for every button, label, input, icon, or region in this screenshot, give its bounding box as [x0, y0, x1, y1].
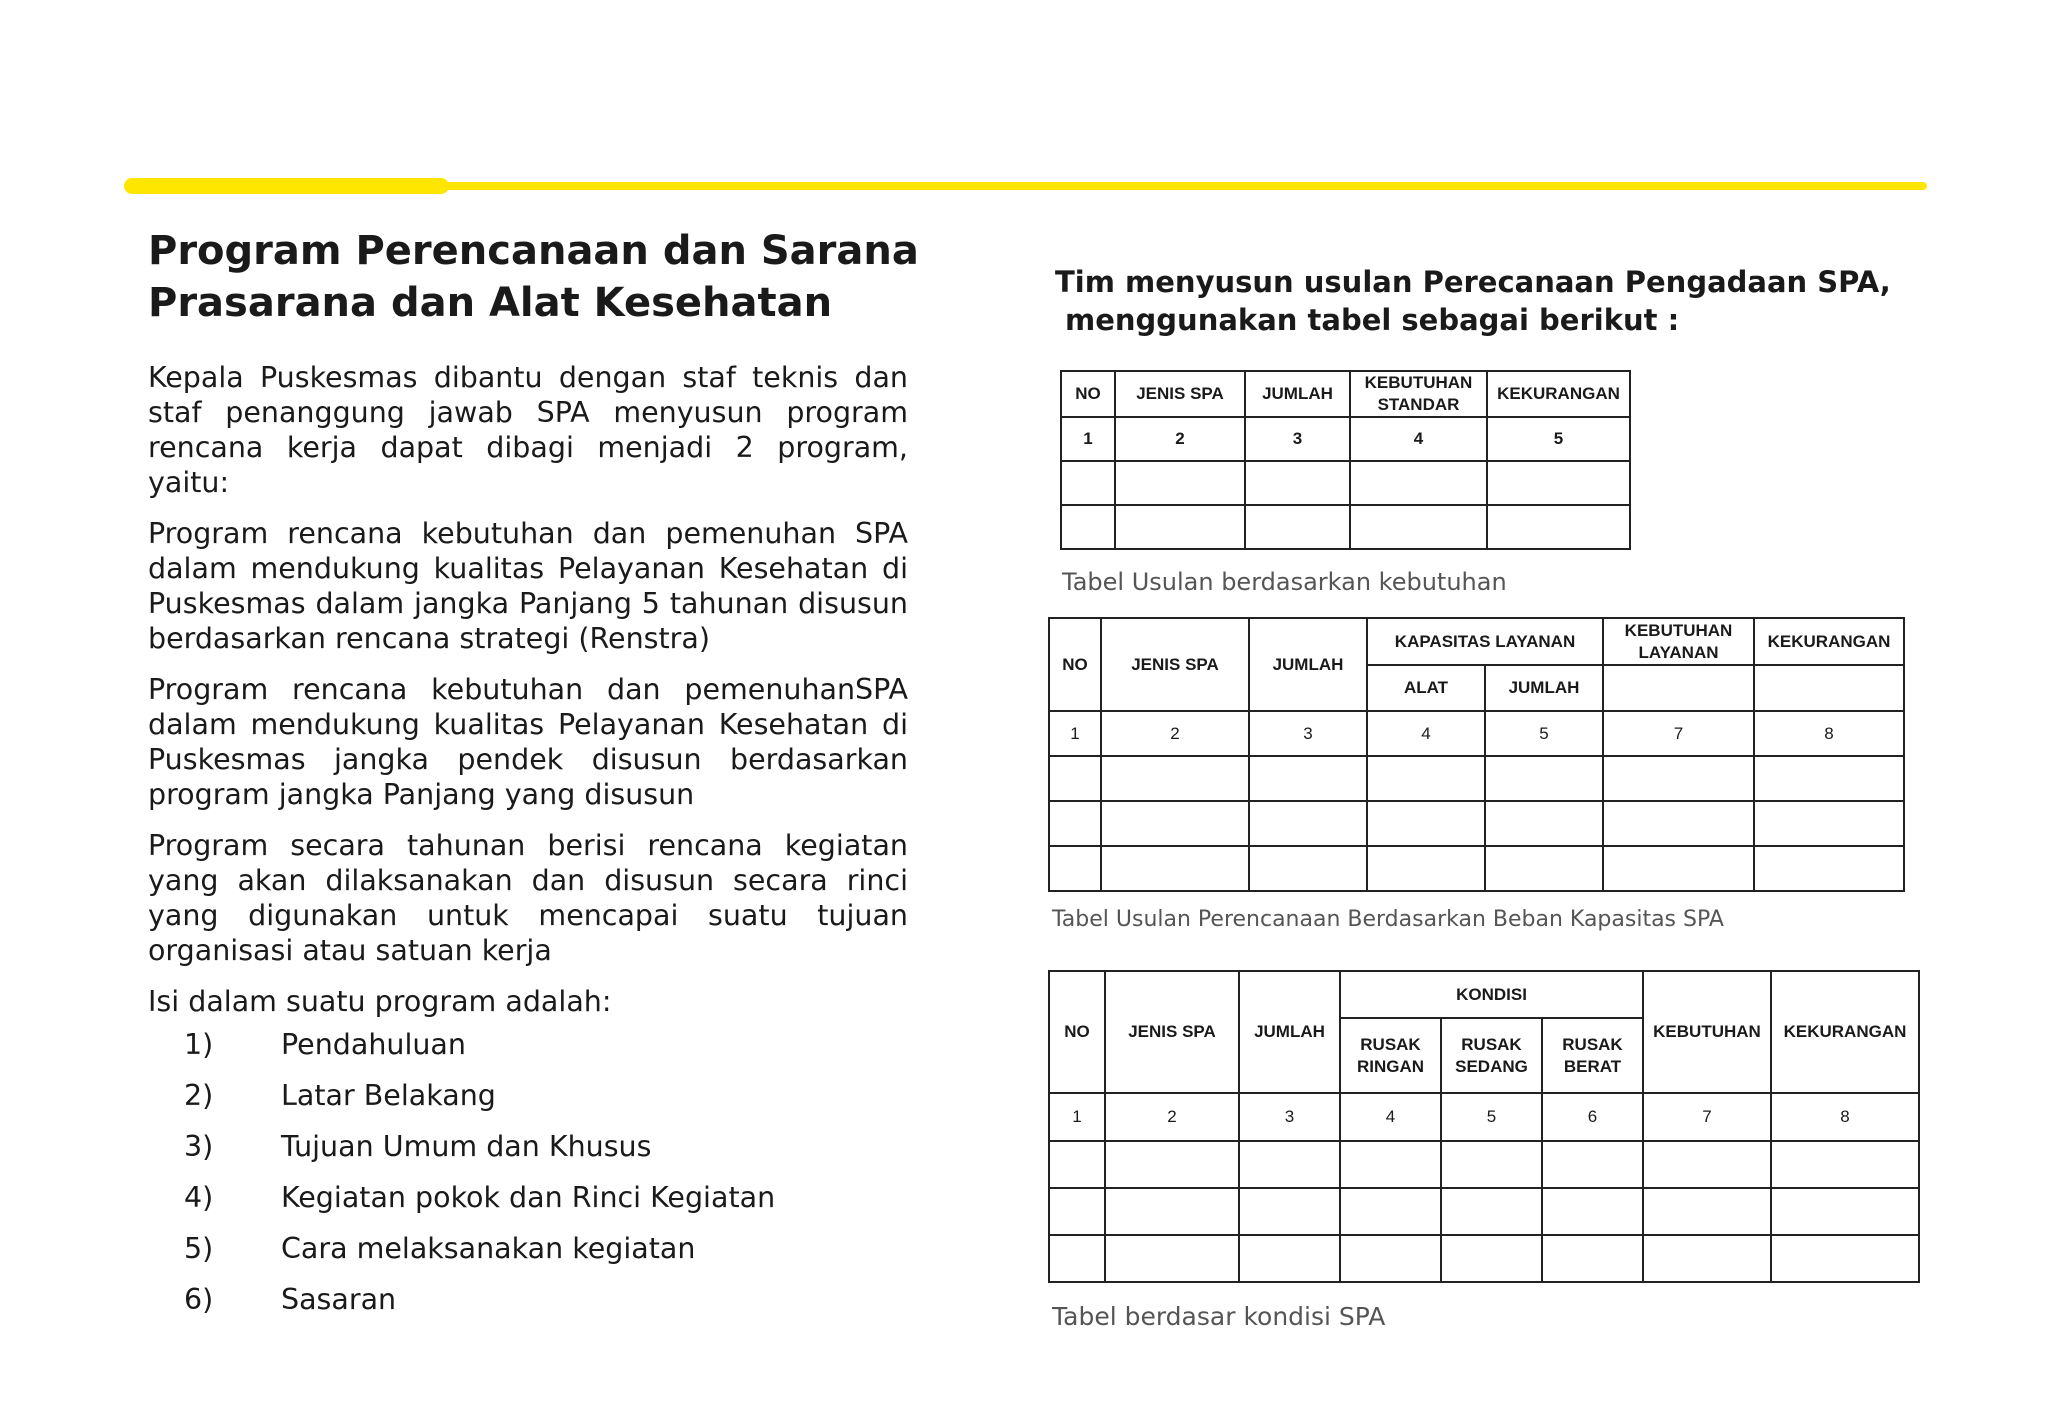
header-kebutuhan-standar: KEBUTUHAN STANDAR	[1350, 371, 1487, 417]
header-jumlah: JUMLAH	[1239, 971, 1340, 1093]
table-cell	[1049, 1235, 1105, 1282]
table-row	[1049, 756, 1904, 801]
table-cell	[1603, 801, 1754, 846]
table-cell	[1245, 505, 1350, 549]
table-header-row	[1061, 371, 1630, 417]
subheader-jumlah: JUMLAH	[1485, 665, 1603, 711]
table-row	[1049, 1235, 1919, 1282]
table-cell	[1603, 665, 1754, 711]
paragraph-short-term: Program rencana kebutuhan dan pemenuhanSPA dalam mendukung kualitas Pelayanan Kesehatan di Puskesmas jangka pendek disusun berdasarkan program jangka Panjang yang disusun	[148, 673, 908, 811]
paragraph-annual: Program secara tahunan berisi rencana kegiatan yang akan dilaksanakan dan disusun secara rinci yang digunakan untuk mencapai suatu tujuan organisasi atau satuan kerja	[148, 829, 908, 967]
list-item-number: 2)	[184, 1079, 214, 1112]
table-header-row	[1049, 618, 1904, 665]
header-no: NO	[1049, 618, 1101, 711]
table-cell	[1249, 756, 1367, 801]
table-cell	[1049, 756, 1101, 801]
table-cell	[1249, 846, 1367, 891]
column-number: 1	[1049, 711, 1101, 756]
table-row	[1049, 801, 1904, 846]
table-cell	[1754, 846, 1904, 891]
list-item-number: 3)	[184, 1130, 214, 1163]
table-condition	[1048, 970, 1920, 1283]
table-cell	[1754, 665, 1904, 711]
table-cell	[1754, 756, 1904, 801]
list-item	[148, 1223, 908, 1274]
column-number: 7	[1603, 711, 1754, 756]
header-kekurangan: KEKURANGAN	[1754, 618, 1904, 665]
table-cell	[1643, 1235, 1771, 1282]
table-cell	[1101, 801, 1249, 846]
table-row	[1049, 1188, 1919, 1235]
right-heading-line1: Tim menyusun usulan Perecanaan Pengadaan SPA,	[1055, 265, 1891, 299]
table-cell	[1367, 756, 1485, 801]
accent-bar	[124, 178, 1927, 190]
paragraph-intro: Kepala Puskesmas dibantu dengan staf teknis dan staf penanggung jawab SPA menyusun program rencana kerja dapat dibagi menjadi 2 program, yaitu:	[148, 361, 908, 499]
list-item-number: 5)	[184, 1232, 214, 1265]
program-contents-list	[148, 1019, 908, 1325]
table-cell	[1115, 461, 1245, 505]
table-needs-caption: Tabel Usulan berdasarkan kebutuhan	[1062, 568, 1507, 596]
table-cell	[1049, 1141, 1105, 1188]
table-cell	[1441, 1141, 1542, 1188]
table-cell	[1643, 1141, 1771, 1188]
table-row	[1061, 461, 1630, 505]
header-kapasitas-layanan: KAPASITAS LAYANAN	[1367, 618, 1603, 665]
table-cell	[1771, 1141, 1919, 1188]
column-number: 8	[1771, 1093, 1919, 1141]
table-cell	[1542, 1188, 1643, 1235]
right-heading-line2: menggunakan tabel sebagai berikut :	[1065, 303, 1680, 337]
column-number: 2	[1115, 417, 1245, 461]
header-jumlah: JUMLAH	[1245, 371, 1350, 417]
list-item-text: Cara melaksanakan kegiatan	[281, 1232, 696, 1265]
table-cell	[1049, 1188, 1105, 1235]
subheader-rusak-ringan: RUSAK RINGAN	[1340, 1018, 1441, 1093]
left-body	[148, 360, 908, 1325]
table-cell	[1105, 1188, 1239, 1235]
list-item	[148, 1121, 908, 1172]
table-capacity	[1048, 617, 1905, 892]
table-cell	[1239, 1141, 1340, 1188]
column-number: 7	[1643, 1093, 1771, 1141]
column-number: 8	[1754, 711, 1904, 756]
table-cell	[1350, 461, 1487, 505]
table-capacity-caption: Tabel Usulan Perencanaan Berdasarkan Beban Kapasitas SPA	[1052, 907, 1724, 932]
column-number: 4	[1367, 711, 1485, 756]
table-cell	[1245, 461, 1350, 505]
table-cell	[1771, 1188, 1919, 1235]
list-item-text: Latar Belakang	[281, 1079, 496, 1112]
table-cell	[1643, 1188, 1771, 1235]
table-cell	[1441, 1188, 1542, 1235]
subheader-alat: ALAT	[1367, 665, 1485, 711]
paragraph-long-term: Program rencana kebutuhan dan pemenuhan SPA dalam mendukung kualitas Pelayanan Kesehatan di Puskesmas dalam jangka Panjang 5 tahunan disusun berdasarkan rencana strategi (Renstra)	[148, 517, 908, 655]
table-cell	[1115, 505, 1245, 549]
table-cell	[1350, 505, 1487, 549]
list-item-number: 4)	[184, 1181, 214, 1214]
list-item	[148, 1070, 908, 1121]
list-item-number: 6)	[184, 1283, 214, 1316]
header-jenis-spa: JENIS SPA	[1101, 618, 1249, 711]
page-title: Program Perencanaan dan Sarana Prasarana dan Alat Kesehatan	[148, 228, 919, 326]
table-cell	[1754, 801, 1904, 846]
table-row	[1049, 846, 1904, 891]
header-jenis-spa: JENIS SPA	[1115, 371, 1245, 417]
header-kondisi: KONDISI	[1340, 971, 1643, 1018]
table-cell	[1049, 846, 1101, 891]
table-cell	[1340, 1235, 1441, 1282]
subheader-rusak-sedang: RUSAK SEDANG	[1441, 1018, 1542, 1093]
column-number: 5	[1487, 417, 1630, 461]
table-cell	[1049, 801, 1101, 846]
column-number: 5	[1441, 1093, 1542, 1141]
header-no: NO	[1049, 971, 1105, 1093]
table-cell	[1249, 801, 1367, 846]
table-number-row	[1049, 711, 1904, 756]
table-number-row	[1061, 417, 1630, 461]
table-cell	[1485, 756, 1603, 801]
table-row	[1049, 1141, 1919, 1188]
table-cell	[1367, 846, 1485, 891]
table-cell	[1105, 1141, 1239, 1188]
table-cell	[1603, 846, 1754, 891]
list-item-text: Pendahuluan	[281, 1028, 466, 1061]
paragraph-contents-intro: Isi dalam suatu program adalah:	[148, 985, 612, 1018]
table-cell	[1603, 756, 1754, 801]
table-cell	[1340, 1141, 1441, 1188]
table-cell	[1367, 801, 1485, 846]
table-cell	[1340, 1188, 1441, 1235]
table-cell	[1485, 801, 1603, 846]
list-item-text: Tujuan Umum dan Khusus	[281, 1130, 652, 1163]
right-heading	[1055, 263, 1955, 339]
column-number: 2	[1105, 1093, 1239, 1141]
table-row	[1061, 505, 1630, 549]
accent-bar-thin	[434, 182, 1927, 190]
header-kebutuhan: KEBUTUHAN	[1643, 971, 1771, 1093]
column-number: 4	[1350, 417, 1487, 461]
list-item	[148, 1019, 908, 1070]
table-condition-caption: Tabel berdasar kondisi SPA	[1052, 1302, 1386, 1331]
header-kekurangan: KEKURANGAN	[1487, 371, 1630, 417]
table-cell	[1542, 1235, 1643, 1282]
table-cell	[1061, 505, 1115, 549]
column-number: 3	[1239, 1093, 1340, 1141]
table-cell	[1485, 846, 1603, 891]
column-number: 1	[1049, 1093, 1105, 1141]
table-cell	[1101, 846, 1249, 891]
column-number: 6	[1542, 1093, 1643, 1141]
accent-bar-thick	[124, 178, 449, 194]
list-item	[148, 1172, 908, 1223]
list-item	[148, 1274, 908, 1325]
table-cell	[1101, 756, 1249, 801]
table-cell	[1542, 1141, 1643, 1188]
table-cell	[1441, 1235, 1542, 1282]
header-no: NO	[1061, 371, 1115, 417]
table-cell	[1771, 1235, 1919, 1282]
table-cell	[1487, 505, 1630, 549]
header-kebutuhan-layanan: KEBUTUHAN LAYANAN	[1603, 618, 1754, 665]
column-number: 3	[1245, 417, 1350, 461]
table-cell	[1239, 1235, 1340, 1282]
subheader-rusak-berat: RUSAK BERAT	[1542, 1018, 1643, 1093]
list-item-text: Sasaran	[281, 1283, 397, 1316]
column-number: 2	[1101, 711, 1249, 756]
header-jenis-spa: JENIS SPA	[1105, 971, 1239, 1093]
column-number: 4	[1340, 1093, 1441, 1141]
table-number-row	[1049, 1093, 1919, 1141]
table-cell	[1105, 1235, 1239, 1282]
list-item-number: 1)	[184, 1028, 214, 1061]
table-cell	[1239, 1188, 1340, 1235]
table-needs	[1060, 370, 1631, 550]
table-cell	[1487, 461, 1630, 505]
column-number: 5	[1485, 711, 1603, 756]
header-jumlah: JUMLAH	[1249, 618, 1367, 711]
table-cell	[1061, 461, 1115, 505]
table-header-row	[1049, 971, 1919, 1018]
header-kekurangan: KEKURANGAN	[1771, 971, 1919, 1093]
list-item-text: Kegiatan pokok dan Rinci Kegiatan	[281, 1181, 776, 1214]
column-number: 1	[1061, 417, 1115, 461]
column-number: 3	[1249, 711, 1367, 756]
